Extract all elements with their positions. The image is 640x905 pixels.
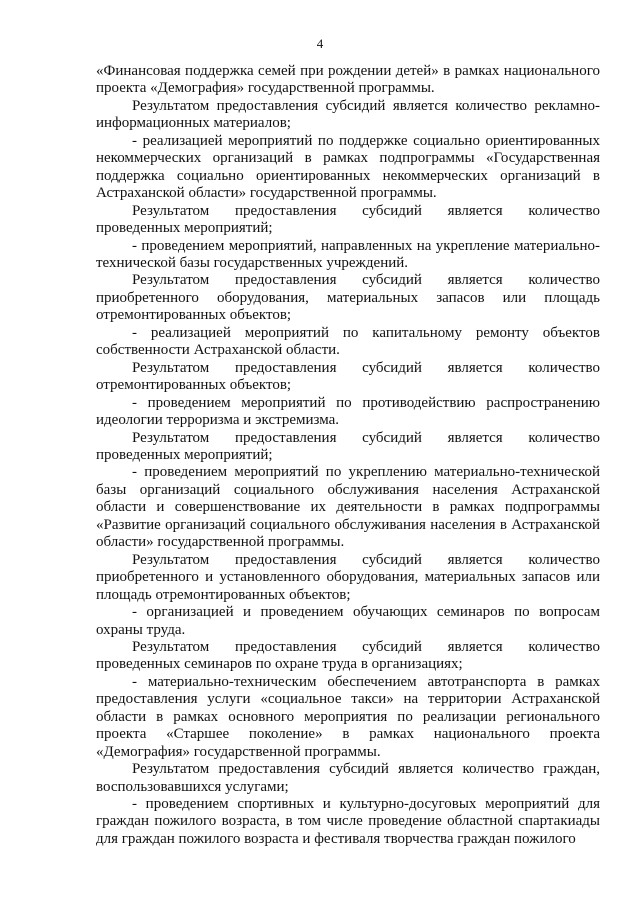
paragraph: Результатом предоставления субсидий является количество рекламно-информационных материалов; bbox=[96, 97, 600, 132]
paragraph: Результатом предоставления субсидий является количество проведенных мероприятий; bbox=[96, 429, 600, 463]
paragraph: Результатом предоставления субсидий является количество проведенных мероприятий; bbox=[96, 202, 600, 237]
paragraph: Результатом предоставления субсидий является количество отремонтированных объектов; bbox=[96, 359, 600, 394]
paragraph: Результатом предоставления субсидий является количество проведенных семинаров по охране труда в организациях; bbox=[96, 638, 600, 673]
paragraph: - проведением мероприятий, направленных на укрепление материально-технической базы государственных учреждений. bbox=[96, 237, 600, 271]
paragraph: - материально-техническим обеспечением автотранспорта в рамках предоставления услуги «социальное такси» на территории Астраханской области в рамках основного мероприятия по реализации регионального проекта «Старшее поколение» в рамках национального проекта «Демография» государственной программы. bbox=[96, 673, 600, 760]
paragraph: - организацией и проведением обучающих семинаров по вопросам охраны труда. bbox=[96, 604, 600, 638]
paragraph: Результатом предоставления субсидий является количество приобретенного и установленного оборудования, материальных запасов или площадь отремонтированных объектов; bbox=[96, 551, 600, 603]
paragraph: - реализацией мероприятий по поддержке социально ориентированных некоммерческих организаций в рамках подпрограммы «Государственная поддержка социально ориентированных некоммерческих организаций в Астраханской области» государственной программы. bbox=[96, 132, 600, 202]
paragraph: Результатом предоставления субсидий является количество приобретенного оборудования, материальных запасов или площадь отремонтированных объектов; bbox=[96, 272, 600, 324]
document-body bbox=[96, 63, 600, 848]
page-number: 4 bbox=[316, 36, 324, 51]
paragraph: - реализацией мероприятий по капитальному ремонту объектов собственности Астраханской области. bbox=[96, 324, 600, 359]
paragraph: Результатом предоставления субсидий является количество граждан, воспользовавшихся услугами; bbox=[96, 761, 600, 795]
paragraph: - проведением мероприятий по противодействию распространению идеологии терроризма и экстремизма. bbox=[96, 394, 600, 429]
paragraph: - проведением спортивных и культурно-досуговых мероприятий для граждан пожилого возраста, в том числе проведение областной спартакиады для граждан пожилого возраста и фестиваля творчества граждан пожилого bbox=[96, 796, 600, 847]
paragraph: - проведением мероприятий по укреплению материально-технической базы организаций социального обслуживания населения Астраханской области и совершенствование их деятельности в рамках подпрограммы «Развитие организаций социального обслуживания населения в Астраханской области» государственной программы. bbox=[96, 464, 600, 551]
paragraph: «Финансовая поддержка семей при рождении детей» в рамках национального проекта «Демография» государственной программы. bbox=[96, 63, 600, 97]
